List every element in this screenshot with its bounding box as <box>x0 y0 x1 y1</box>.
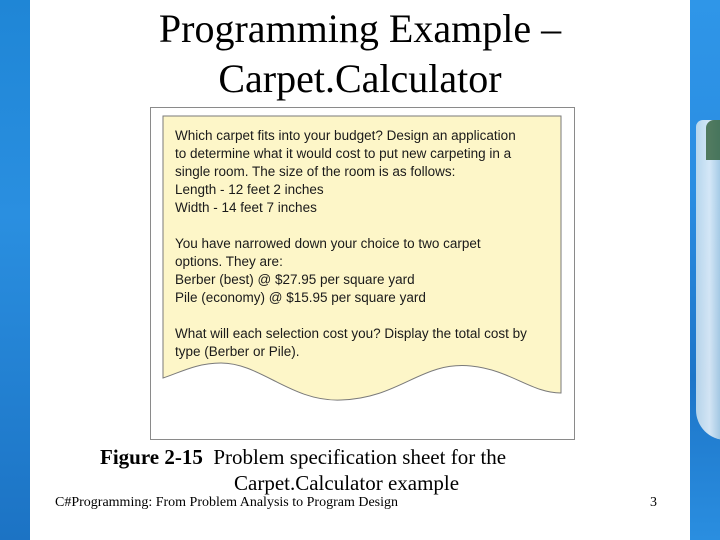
spec-line: type (Berber or Pile). <box>175 344 300 359</box>
left-decorative-bar <box>0 0 30 540</box>
footer-page-number: 3 <box>650 495 657 510</box>
spec-line: You have narrowed down your choice to two carpet <box>175 236 481 251</box>
spec-line: Pile (economy) @ $15.95 per square yard <box>175 290 426 305</box>
caption-line-1: Problem specification sheet for the <box>213 445 507 469</box>
spec-line: to determine what it would cost to put new carpeting in a <box>175 146 512 161</box>
spec-line: Berber (best) @ $27.95 per square yard <box>175 272 415 287</box>
right-decorative-bar <box>690 0 720 540</box>
spec-blank-line <box>175 307 570 325</box>
spec-line: Width - 14 feet 7 inches <box>175 200 317 215</box>
spec-line: single room. The size of the room is as follows: <box>175 164 456 179</box>
building-image <box>696 120 720 440</box>
slide-title <box>30 4 690 104</box>
spec-sheet-text <box>175 127 570 361</box>
spec-line: options. They are: <box>175 254 283 269</box>
spec-blank-line <box>175 217 570 235</box>
figure-caption <box>100 444 620 496</box>
spec-line: Which carpet fits into your budget? Design an application <box>175 128 516 143</box>
caption-label: Figure 2-15 <box>100 445 203 469</box>
footer-course-title: C#Programming: From Problem Analysis to Program Design <box>55 495 398 510</box>
title-line-2: Carpet.Calculator <box>218 56 502 101</box>
title-line-1: Programming Example – <box>158 6 562 51</box>
spec-line: Length - 12 feet 2 inches <box>175 182 324 197</box>
caption-line-2: Carpet.Calculator example <box>234 471 460 495</box>
tree-image <box>706 120 720 160</box>
spec-line: What will each selection cost you? Display the total cost by <box>175 326 527 341</box>
